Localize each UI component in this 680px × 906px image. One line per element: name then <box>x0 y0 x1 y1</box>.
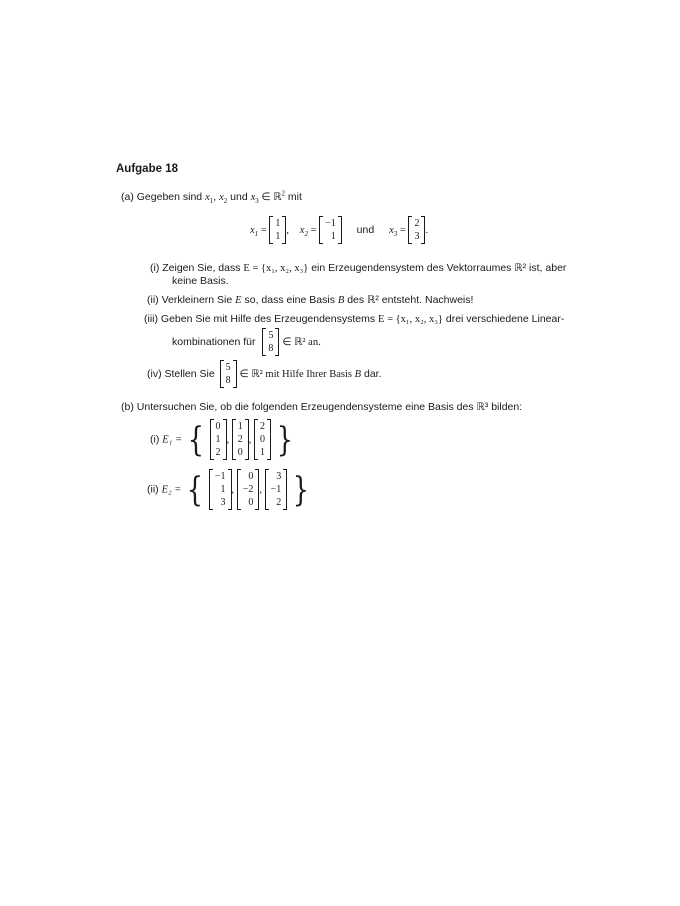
math-B: B <box>354 368 362 380</box>
left-brace: { <box>187 419 204 460</box>
left-brace: { <box>187 469 204 510</box>
vector: 1 2 0 <box>232 420 249 459</box>
item-a-i-line2: keine Basis. <box>172 275 229 287</box>
set-E1: (i) E₁ = { 0 1 2 , 1 2 0 , 2 0 1 } <box>150 419 293 460</box>
item-text: des ℝ² entsteht. Nachweis! <box>344 294 474 306</box>
item-a-iv <box>147 361 382 387</box>
math-sub: 1 <box>209 197 214 206</box>
item-text: Stellen Sie <box>164 367 215 380</box>
exercise-title: Aufgabe 18 <box>116 163 178 175</box>
math-E: E <box>235 295 242 306</box>
item-a-ii <box>147 294 473 306</box>
vector: 0 1 2 <box>210 420 227 459</box>
math-x: x <box>205 192 210 203</box>
item-text: ∈ ℝ² mit Hilfe Ihrer Basis <box>239 368 355 380</box>
item-text: drei verschiedene Linear- <box>442 313 565 325</box>
set-E2: (ii) E₂ = { −1 1 3 , 0 −2 0 , 3 −1 2 } <box>147 469 310 510</box>
vector-5-8: 5 8 <box>220 361 237 387</box>
vector-definitions: $x_1$ = 1 1 , $x_2$ = −1 1 und $x_3$ = 2 3 . <box>250 218 429 242</box>
item-text: ein Erzeugendensystem des Vektorraumes ℝ² ist, aber <box>308 262 567 274</box>
item-text: Verkleinern Sie <box>161 294 236 306</box>
math-x: x <box>250 192 256 203</box>
math-sup: 2 <box>281 189 286 198</box>
item-text: so, dass eine Basis <box>241 294 338 306</box>
part-b-text: Untersuchen Sie, ob die folgenden Erzeugendensysteme eine Basis des ℝ³ bilden: <box>136 401 523 413</box>
item-label: (iii) <box>144 313 158 325</box>
x2-name: $x_2$ <box>299 224 308 238</box>
in-reals: ∈ ℝ <box>258 192 282 203</box>
vector: 0 −2 0 <box>237 470 260 509</box>
comma: , <box>213 191 220 203</box>
math-E-set: E = {x₁, x₂, x₃} <box>378 314 443 325</box>
part-a-label: (a) <box>121 191 134 203</box>
math-B: B <box>337 295 345 306</box>
vector-x2: −1 1 <box>319 217 342 243</box>
item-text: Geben Sie mit Hilfe des Erzeugendensystems <box>160 313 379 325</box>
item-label: (i) <box>150 433 160 446</box>
vector-x1: 1 1 <box>269 217 286 243</box>
right-brace: } <box>292 469 310 510</box>
math-sub: 2 <box>223 197 228 206</box>
item-label: (iv) <box>147 367 162 380</box>
part-a-intro <box>121 189 302 206</box>
item-text: dar. <box>361 367 382 380</box>
intro-text-1: Gegeben sind <box>136 191 206 203</box>
item-text: Zeigen Sie, dass <box>162 262 244 274</box>
item-text: kombinationen für <box>172 335 256 348</box>
item-label: (ii) <box>147 483 159 496</box>
right-brace: } <box>276 419 293 460</box>
math-sub: 3 <box>255 197 259 206</box>
item-label: (i) <box>150 262 160 274</box>
x1-name: $x_1$ <box>250 224 259 238</box>
math-x: x <box>219 192 224 203</box>
x3-name: $x_3$ <box>389 224 398 238</box>
part-b-intro <box>121 401 522 413</box>
item-label: (ii) <box>147 294 159 306</box>
part-b-label: (b) <box>121 401 134 413</box>
item-a-iii-line2 <box>172 329 321 355</box>
und-word: und <box>356 223 375 236</box>
vector: −1 1 3 <box>209 470 232 509</box>
set-name: E₁ = <box>162 434 183 446</box>
intro-mit: mit <box>285 191 302 203</box>
vector: 2 0 1 <box>254 420 271 459</box>
vector: 3 −1 2 <box>265 470 288 509</box>
math-E-set: E = {x₁, x₂, x₃} <box>243 263 309 274</box>
vector-5-8: 5 8 <box>262 329 279 355</box>
item-a-iii <box>144 313 564 325</box>
vector-x3: 2 3 <box>408 217 425 243</box>
set-name: E₂ = <box>161 484 182 496</box>
intro-und: und <box>227 191 251 203</box>
item-a-i <box>150 262 566 274</box>
item-text: ∈ ℝ² an. <box>282 336 321 348</box>
